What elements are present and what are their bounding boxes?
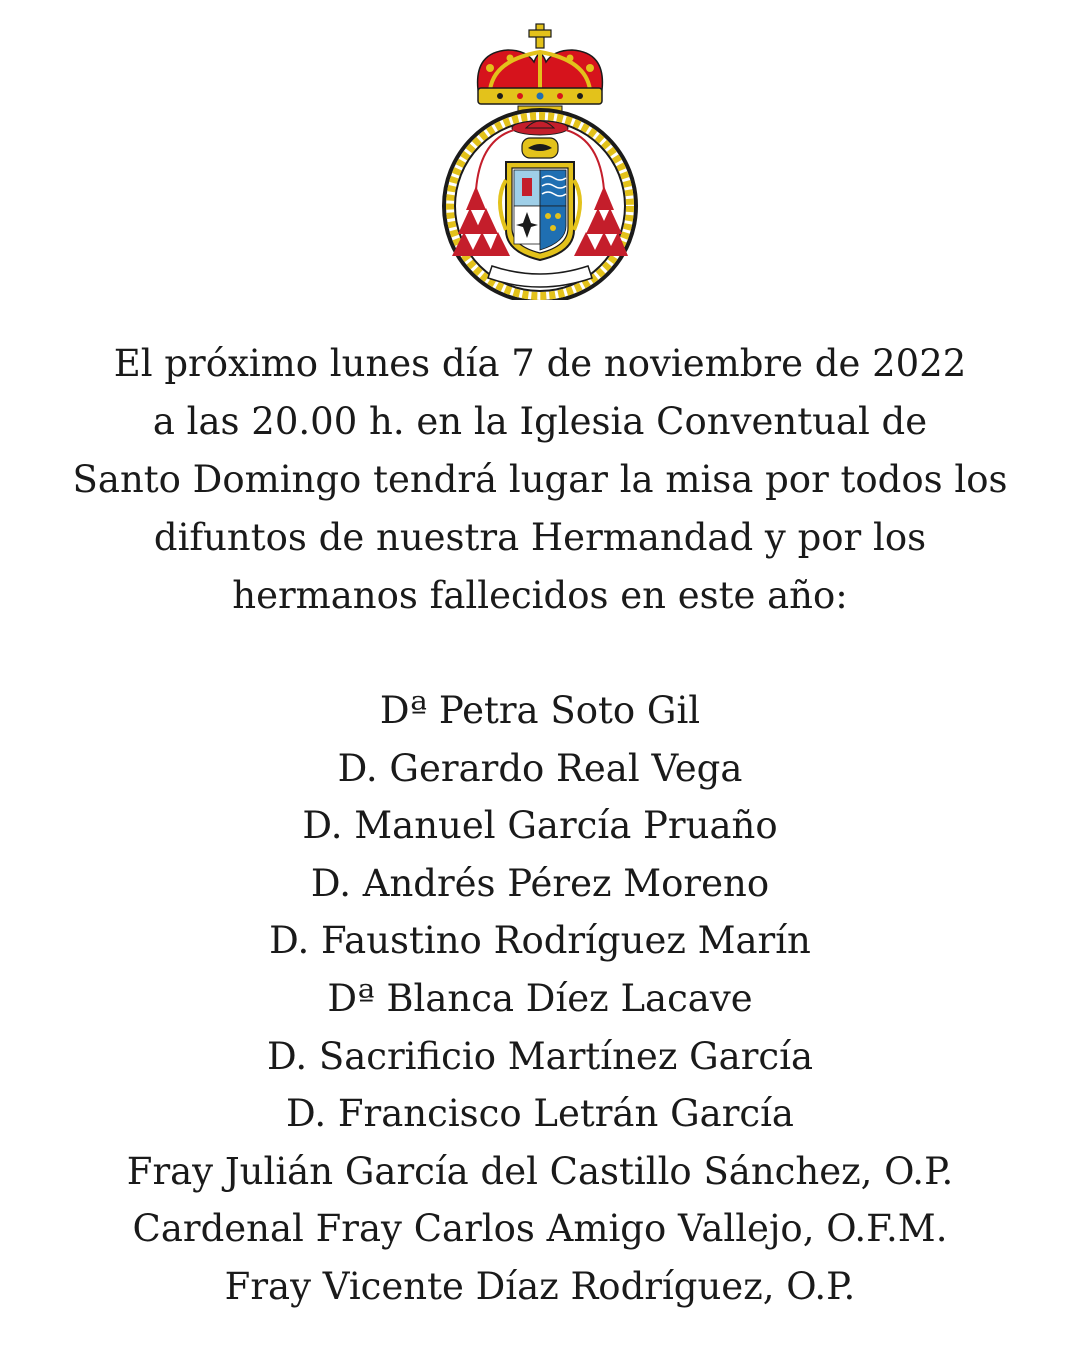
- deceased-name: Dª Petra Soto Gil: [379, 689, 701, 732]
- deceased-name: D. Andrés Pérez Moreno: [310, 861, 770, 905]
- deceased-name: D. Manuel García Pruaño: [302, 804, 778, 848]
- deceased-name: D. Faustino Rodríguez Marín: [269, 919, 811, 963]
- deceased-list: [20, 682, 1060, 1316]
- announcement-text: [20, 335, 1060, 625]
- deceased-name: D. Gerardo Real Vega: [337, 746, 743, 790]
- announcement-line: El próximo lunes día 7 de noviembre de 2022: [113, 342, 967, 385]
- deceased-name: D. Francisco Letrán García: [285, 1092, 794, 1136]
- announcement-line: difuntos de nuestra Hermandad y por los: [153, 516, 927, 559]
- deceased-name: Fray Julián García del Castillo Sánchez, O.P.: [126, 1149, 954, 1193]
- deceased-name: D. Sacrificio Martínez García: [266, 1034, 814, 1078]
- announcement-line: Santo Domingo tendrá lugar la misa por todos los: [72, 458, 1008, 501]
- deceased-name: Cardenal Fray Carlos Amigo Vallejo, O.F.M.: [132, 1207, 948, 1251]
- brotherhood-crest-icon: [430, 20, 650, 300]
- deceased-name: Fray Vicente Díaz Rodríguez, O.P.: [224, 1264, 856, 1308]
- announcement-line: a las 20.00 h. en la Iglesia Conventual de: [152, 400, 928, 443]
- announcement-line: hermanos fallecidos en este año:: [232, 574, 848, 617]
- deceased-name: Dª Blanca Díez Lacave: [327, 976, 753, 1020]
